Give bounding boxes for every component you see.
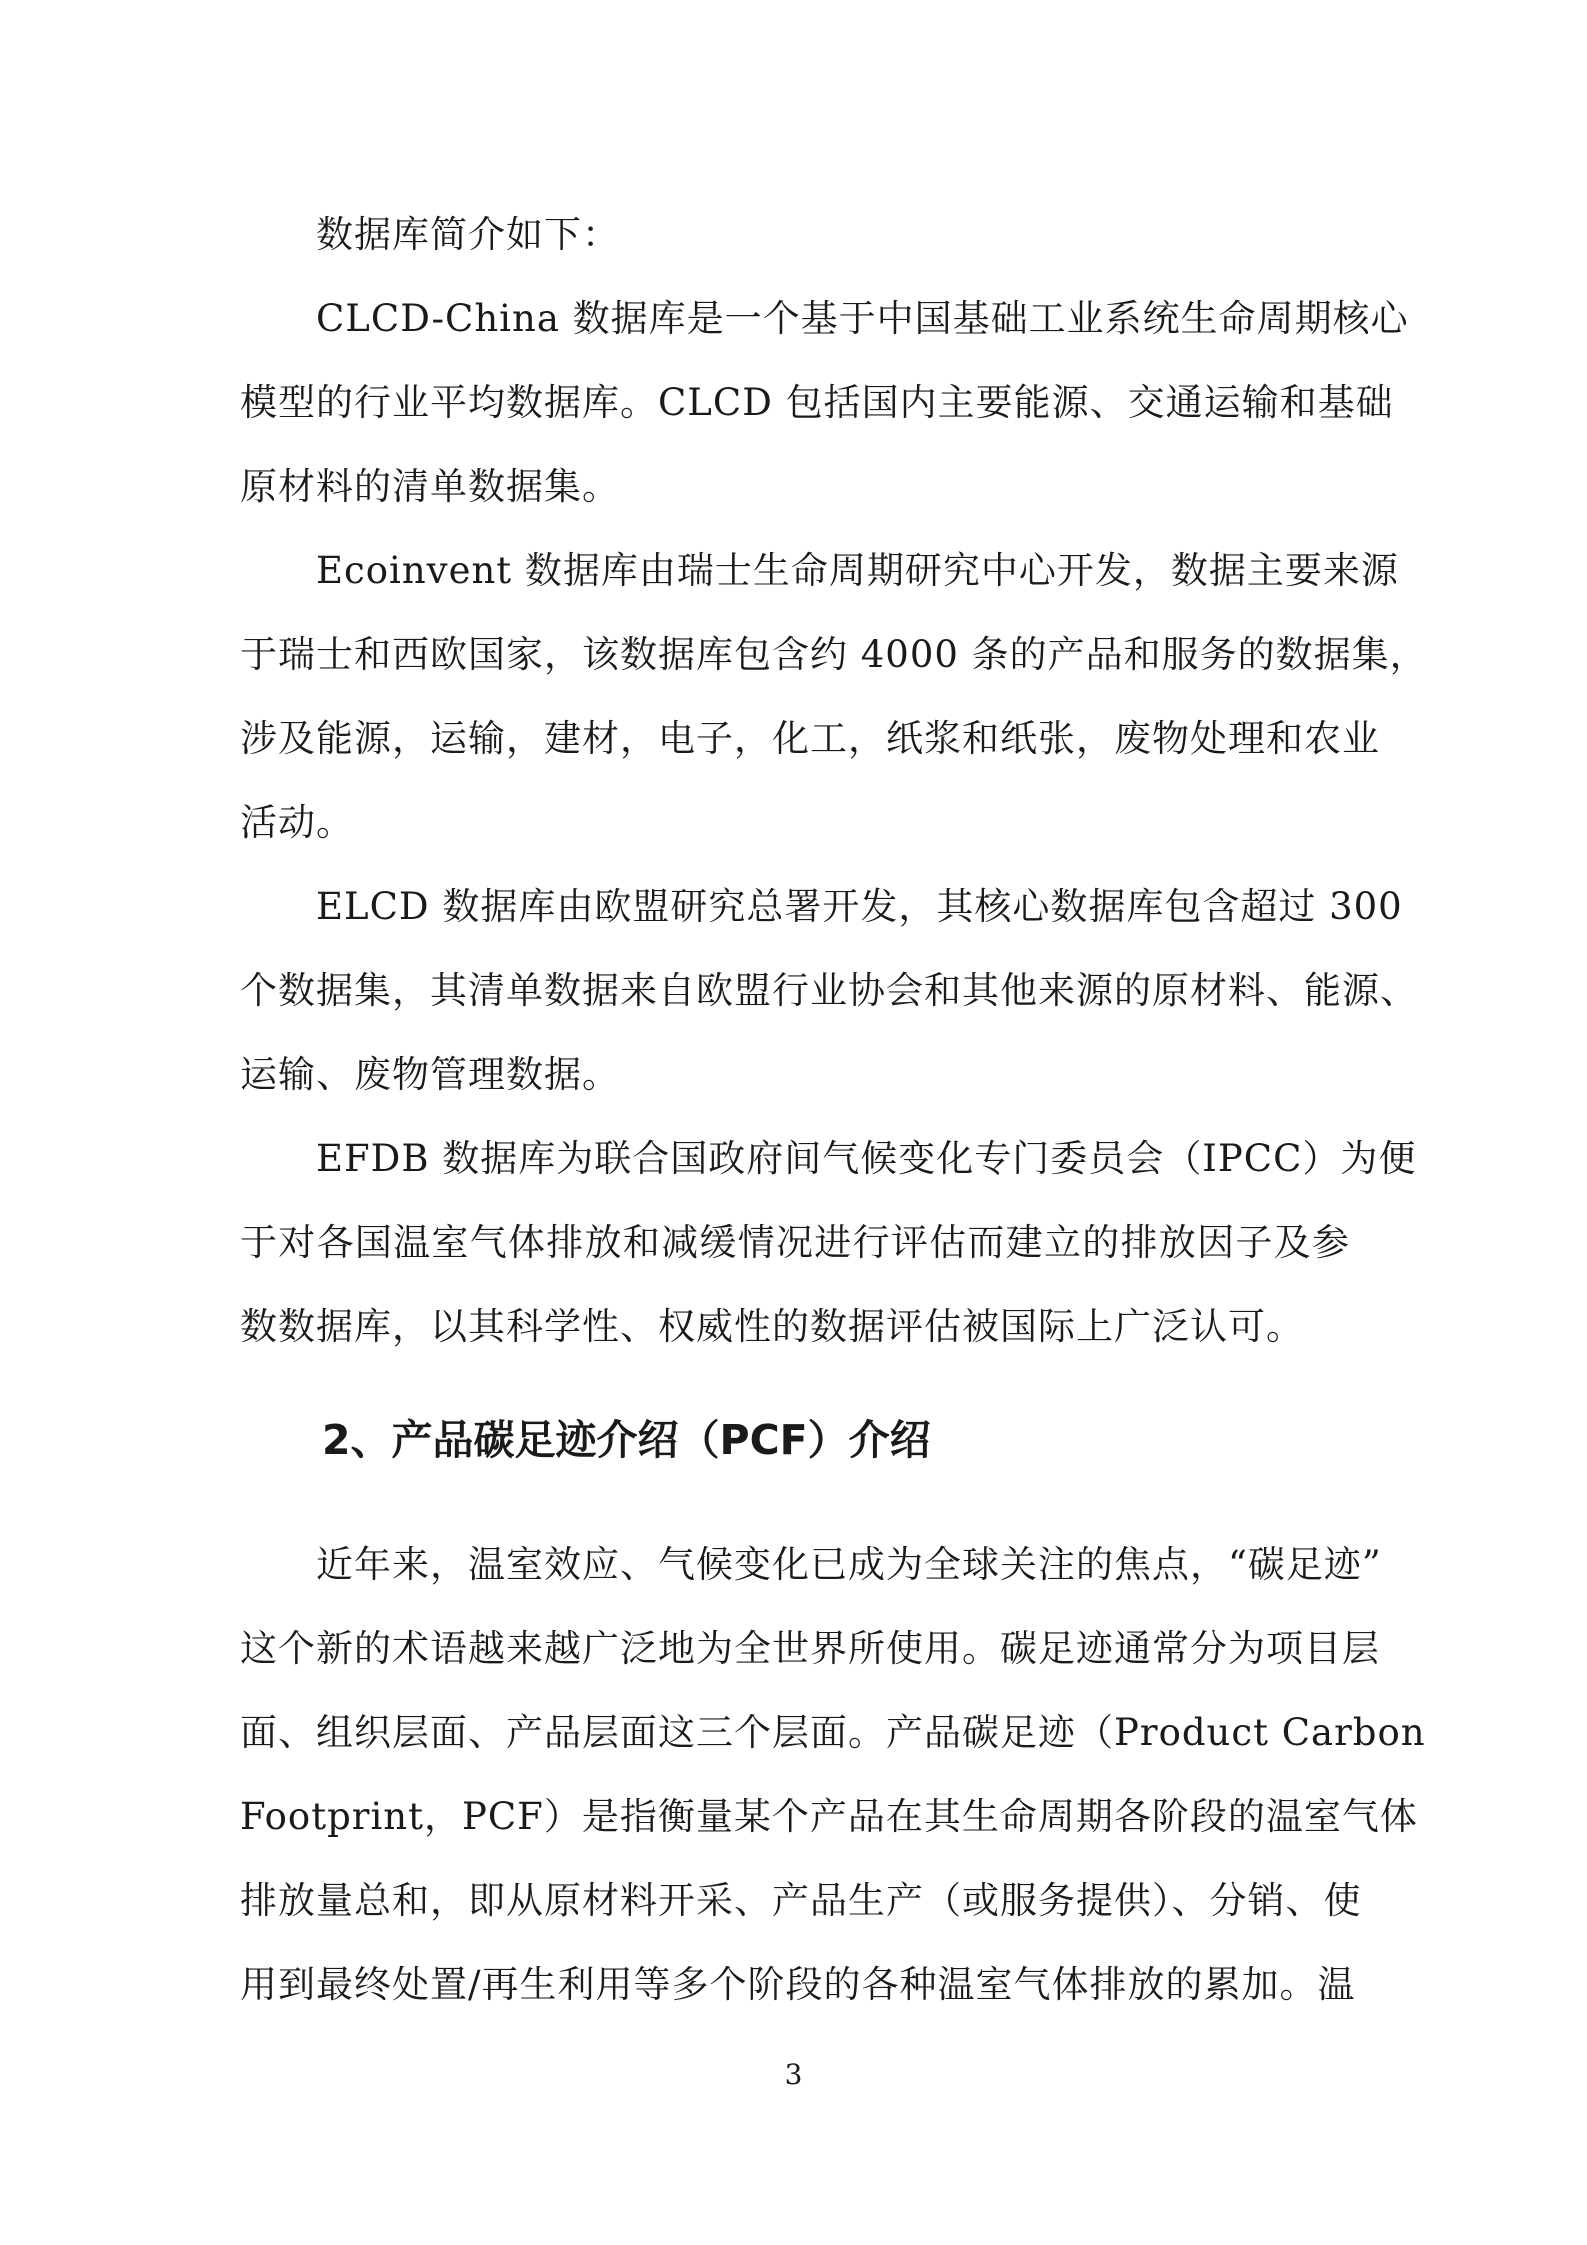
text-line: 排放量总和，即从原材料开采、产品生产（或服务提供）、分销、使 — [240, 1879, 1362, 1922]
section-heading: 2、产品碳足迹介绍（PCF）介绍 — [322, 1416, 931, 1464]
text-line: 用到最终处置/再生利用等多个阶段的各种温室气体排放的累加。温 — [240, 1963, 1356, 2006]
text-line: 模型的行业平均数据库。CLCD 包括国内主要能源、交通运输和基础 — [240, 381, 1394, 424]
text-line: 数数据库，以其科学性、权威性的数据评估被国际上广泛认可。 — [240, 1305, 1304, 1348]
text-line: 活动。 — [240, 801, 354, 844]
text-line: EFDB 数据库为联合国政府间气候变化专门委员会（IPCC）为便 — [316, 1137, 1417, 1180]
text-line: Footprint，PCF）是指衡量某个产品在其生命周期各阶段的温室气体 — [240, 1795, 1418, 1838]
text-line: 于对各国温室气体排放和减缓情况进行评估而建立的排放因子及参 — [240, 1221, 1350, 1264]
text-line: Ecoinvent 数据库由瑞士生命周期研究中心开发，数据主要来源 — [316, 549, 1399, 592]
text-line: 这个新的术语越来越广泛地为全世界所使用。碳足迹通常分为项目层 — [240, 1627, 1380, 1670]
text-line: 个数据集，其清单数据来自欧盟行业协会和其他来源的原材料、能源、 — [240, 969, 1418, 1012]
text-line: 于瑞士和西欧国家，该数据库包含约 4000 条的产品和服务的数据集， — [240, 633, 1428, 676]
page-number: 3 — [784, 2058, 803, 2091]
text-line: 原材料的清单数据集。 — [240, 465, 620, 508]
text-line: 涉及能源，运输，建材，电子，化工，纸浆和纸张，废物处理和农业 — [240, 717, 1380, 760]
text-line: 面、组织层面、产品层面这三个层面。产品碳足迹（Product Carbon — [240, 1711, 1426, 1754]
text-line: ELCD 数据库由欧盟研究总署开发，其核心数据库包含超过 300 — [316, 885, 1403, 928]
text-line: 运输、废物管理数据。 — [240, 1053, 620, 1096]
text-line: CLCD-China 数据库是一个基于中国基础工业系统生命周期核心 — [316, 297, 1409, 340]
text-line: 数据库简介如下： — [316, 213, 620, 256]
text-line: 近年来，温室效应、气候变化已成为全球关注的焦点，“碳足迹” — [316, 1543, 1382, 1586]
